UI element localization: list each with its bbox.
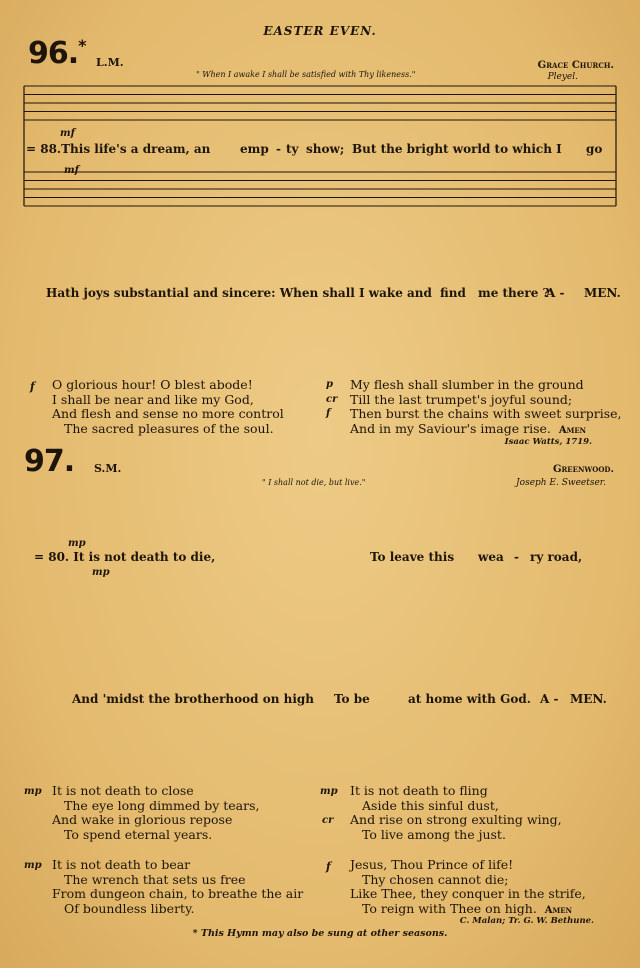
verse-dynamic: cr	[326, 393, 338, 405]
verse-line: Thy chosen cannot die;	[362, 871, 509, 887]
lyric-seg: To leave this	[370, 550, 455, 564]
verse-line: I shall be near and like my God,	[52, 391, 254, 407]
hymn-97-author: C. Malan; Tr. G. W. Bethune.	[459, 916, 594, 926]
running-head: EASTER EVEN.	[263, 24, 377, 38]
hymn-96-tune-name: Grace Church.	[537, 60, 614, 71]
hymn-96-lyric-line-1	[26, 142, 210, 156]
verse-dynamic: mp	[320, 786, 338, 797]
tempo-mark: = 80.	[34, 550, 70, 564]
lyric-seg: -	[514, 550, 519, 564]
verse-line-text: And in my Saviour's image rise.	[350, 420, 551, 436]
hymn-96-composer: Pleyel.	[547, 72, 578, 82]
verse-line: It is not death to fling	[350, 783, 488, 798]
hymn-97-verse-2	[52, 784, 260, 842]
lyric-seg: me there ?	[478, 286, 550, 300]
hymn-96-dynamic-mf: mf	[60, 128, 75, 139]
hymn-96-bass-dynamic: mf	[64, 165, 79, 176]
verse-line: My flesh shall slumber in the ground	[350, 377, 584, 392]
hymn-96-meter: L.M.	[96, 56, 124, 69]
hymn-96-verse-2	[52, 378, 284, 436]
amen: Amen	[558, 424, 587, 436]
hymn-96-asterisk: *	[78, 36, 86, 55]
lyric-seg: Hath joys substantial and sincere: When shall I wake and	[46, 286, 432, 300]
lyric-seg: To be	[334, 692, 370, 706]
hymn-97-verse-4	[52, 858, 303, 916]
verse-dynamic: f	[326, 860, 331, 873]
verse-line: Jesus, Thou Prince of life!	[350, 857, 514, 872]
amen: Amen	[544, 904, 572, 916]
lyric-seg: show;	[306, 142, 345, 156]
lyric-seg: at home with God.	[408, 692, 531, 706]
lyric-seg: MEN.	[570, 692, 607, 706]
hymn-97-verse-3	[350, 784, 562, 842]
verse-line: It is not death to close	[52, 783, 194, 798]
verse-line: The sacred pleasures of the soul.	[64, 420, 274, 436]
hymn-97-epigraph: " I shall not die, but live."	[262, 478, 366, 487]
lyric-seg: wea	[478, 550, 504, 564]
verse-dynamic: p	[326, 379, 333, 390]
verse-line: It is not death to bear	[52, 857, 191, 872]
hymn-97-dynamic: mp	[68, 538, 86, 549]
verse-dynamic: mp	[24, 860, 42, 871]
verse-line: And rise on strong exulting wing,	[350, 812, 562, 828]
verse-dynamic: mp	[24, 786, 42, 797]
hymn-96-author: Isaac Watts, 1719.	[504, 437, 592, 447]
verse-line: Of boundless liberty.	[64, 900, 195, 916]
tempo-mark: = 88.	[26, 142, 62, 156]
lyric-seg: This life's a dream, an	[61, 142, 211, 156]
lyric-seg: But the bright world to which I	[352, 142, 562, 156]
hymn-97-meter: S.M.	[94, 462, 122, 475]
lyric-seg: MEN.	[584, 286, 621, 300]
hymn-97-lyric-line-1	[34, 550, 215, 564]
lyric-seg: emp	[240, 142, 269, 156]
hymn-97-bass-dynamic: mp	[92, 567, 110, 578]
lyric-seg: -	[276, 142, 281, 156]
verse-line: To live among the just.	[362, 826, 506, 842]
verse-line	[350, 422, 621, 439]
lyric-seg: ry road,	[530, 550, 583, 564]
verse-dynamic: f	[326, 408, 331, 420]
verse-line: O glorious hour! O blest abode!	[52, 377, 253, 392]
lyric-seg: A -	[546, 286, 565, 300]
verse-line: Like Thee, they conquer in the strife,	[350, 886, 586, 902]
lyric-seg: It is not death to die,	[73, 550, 216, 564]
verse-line: The eye long dimmed by tears,	[64, 797, 260, 813]
verse-line: From dungeon chain, to breathe the air	[52, 886, 304, 902]
verse-line: Aside this sinful dust,	[362, 797, 499, 813]
verse-line: The wrench that sets us free	[64, 871, 246, 887]
lyric-seg: ty	[286, 142, 299, 156]
hymn-97-composer: Joseph E. Sweetser.	[516, 478, 606, 488]
hymn-96-epigraph: " When I awake I shall be satisfied with Thy likeness."	[196, 70, 416, 79]
verse-line: To spend eternal years.	[64, 826, 213, 842]
verse-line: And flesh and sense no more control	[52, 406, 284, 422]
hymn-97-verse-5	[350, 858, 586, 918]
verse-line-text: To reign with Thee on high.	[362, 900, 537, 916]
hymn-97-number: 97.	[24, 444, 75, 479]
lyric-seg: And 'midst the brotherhood on high	[72, 692, 315, 706]
verse-line: Till the last trumpet's joyful sound;	[350, 391, 573, 407]
hymn-96-number-text: 96.	[28, 36, 79, 71]
verse-line: Then burst the chains with sweet surprise,	[350, 406, 622, 422]
verse-line: And wake in glorious repose	[52, 812, 233, 828]
footnote: * This Hymn may also be sung at other seasons.	[192, 928, 448, 939]
verse-dynamic: cr	[322, 815, 334, 826]
lyric-seg: find	[440, 286, 466, 300]
hymn-96-verse-3-marks	[326, 378, 346, 422]
hymn-97-tune-name: Greenwood.	[552, 464, 614, 475]
verse-dynamic: f	[30, 380, 35, 393]
hymn-96-verse-3	[350, 378, 621, 438]
lyric-seg: go	[586, 142, 603, 156]
lyric-seg: A -	[540, 692, 559, 706]
